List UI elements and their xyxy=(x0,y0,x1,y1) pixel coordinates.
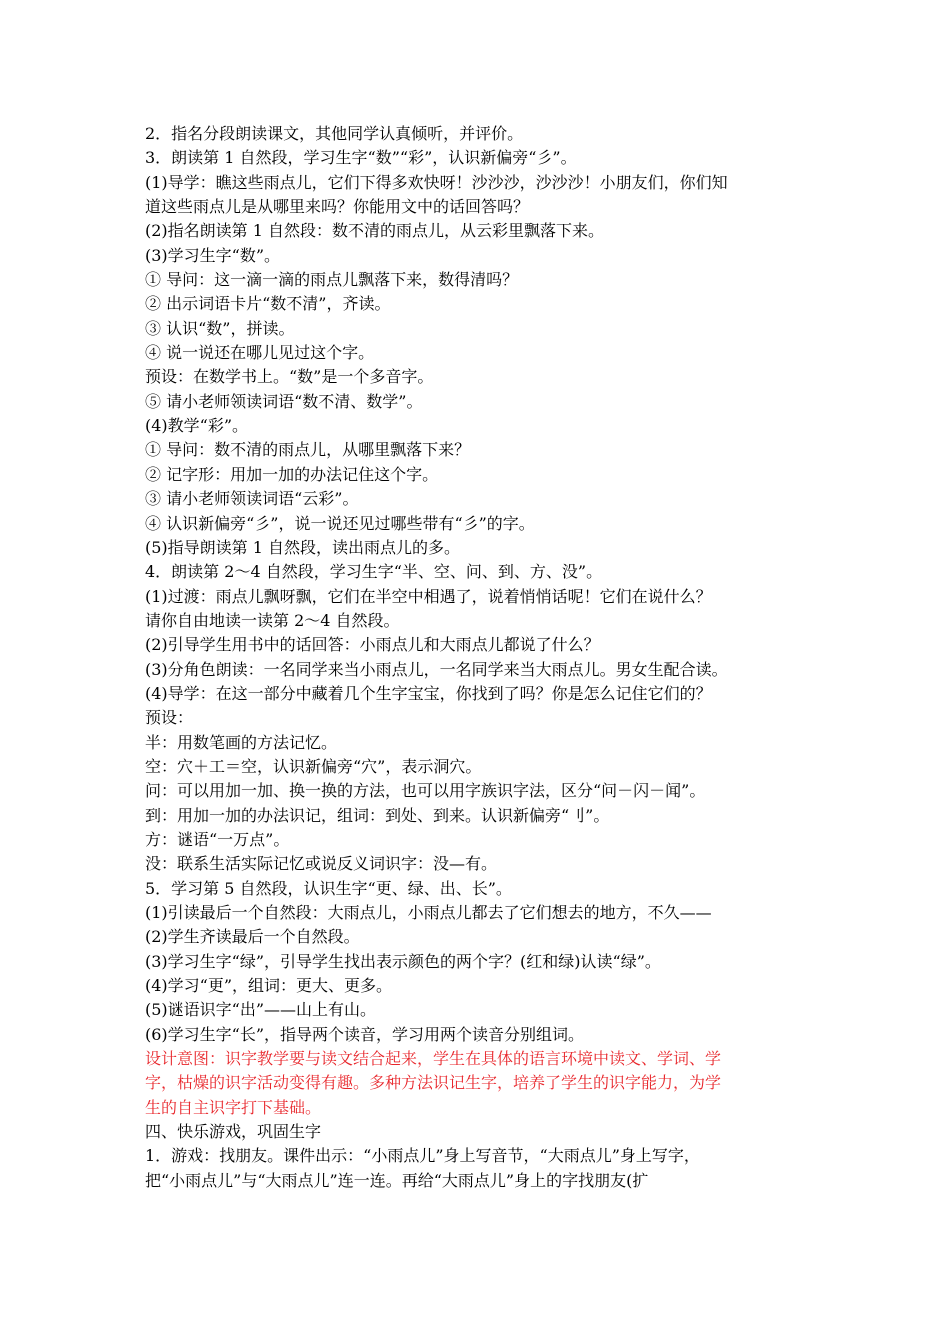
text-line: ① 导问：这一滴一滴的雨点儿飘落下来，数得清吗？ xyxy=(145,270,519,290)
text-line: ① 导问：数不清的雨点儿，从哪里飘落下来？ xyxy=(145,440,471,460)
text-line: (5)谜语识字“出”——山上有山。 xyxy=(145,1000,377,1020)
text-line: (1)引读最后一个自然段：大雨点儿，小雨点儿都去了它们想去的地方，不久—— xyxy=(145,903,712,922)
text-line: (2)引导学生用书中的话回答：小雨点儿和大雨点儿都说了什么？ xyxy=(145,635,600,655)
text-line: ③ 请小老师领读词语“云彩”。 xyxy=(145,489,359,509)
text-line: 5．学习第 5 自然段，认识生字“更、绿、出、长”。 xyxy=(145,878,512,898)
design-intent-line: 生的自主识字打下基础。 xyxy=(145,1097,322,1117)
text-line: 1．游戏：找朋友。课件出示：“小雨点儿”身上写音节，“大雨点儿”身上写字， xyxy=(145,1146,700,1166)
text-line: (6)学习生字“长”，指导两个读音，学习用两个读音分别组词。 xyxy=(145,1024,585,1044)
text-line: 道这些雨点儿是从哪里来吗？你能用文中的话回答吗？ xyxy=(145,197,530,217)
text-line: (2)指名朗读第 1 自然段：数不清的雨点儿，从云彩里飘落下来。 xyxy=(145,221,605,241)
text-line: (5)指导朗读第 1 自然段，读出雨点儿的多。 xyxy=(145,537,461,557)
text-line: (2)学生齐读最后一个自然段。 xyxy=(145,927,360,947)
text-line: 3．朗读第 1 自然段，学习生字“数”“彩”，认识新偏旁“彡”。 xyxy=(145,148,577,168)
text-line: ⑤ 请小老师领读词语“数不清、数学”。 xyxy=(145,391,423,411)
text-line: 没：联系生活实际记忆或说反义词识字：没—有。 xyxy=(145,854,498,874)
text-line: 方：谜语“一万点”。 xyxy=(145,829,290,849)
text-line: 半：用数笔画的方法记忆。 xyxy=(145,732,338,752)
text-line: 把“小雨点儿”与“大雨点儿”连一连。再给“大雨点儿”身上的字找朋友(扩 xyxy=(145,1170,649,1190)
text-line: (3)学习生字“绿”，引导学生找出表示颜色的两个字？(红和绿)认读“绿”。 xyxy=(145,951,661,971)
text-line: (4)导学：在这一部分中藏着几个生字宝宝，你找到了吗？你是怎么记住它们的？ xyxy=(145,683,712,703)
text-line: (4)学习“更”，组词：更大、更多。 xyxy=(145,976,393,996)
text-line: 四、快乐游戏，巩固生字 xyxy=(145,1122,322,1142)
text-line: 预设：在数学书上。“数”是一个多音字。 xyxy=(145,367,434,387)
text-line: 空：穴＋工＝空，认识新偏旁“穴”，表示洞穴。 xyxy=(145,756,482,776)
text-line: 4．朗读第 2～4 自然段，学习生字“半、空、问、到、方、没”。 xyxy=(145,562,603,582)
text-line: 2．指名分段朗读课文，其他同学认真倾听，并评价。 xyxy=(145,124,524,143)
text-line: 问：可以用加一加、换一换的方法，也可以用字族识字法，区分“问－闪－闻”。 xyxy=(145,781,706,801)
text-line: 请你自由地读一读第 2～4 自然段。 xyxy=(145,610,400,630)
text-line: ② 出示词语卡片“数不清”，齐读。 xyxy=(145,294,391,314)
document-page xyxy=(145,122,815,1193)
text-line: (1)过渡：雨点儿飘呀飘，它们在半空中相遇了，说着悄悄话呢！它们在说什么？ xyxy=(145,586,712,606)
text-line: 预设： xyxy=(145,708,194,728)
text-line: (4)教学“彩”。 xyxy=(145,416,249,436)
text-line: ④ 说一说还在哪儿见过这个字。 xyxy=(145,343,375,363)
design-intent-line: 字，枯燥的识字活动变得有趣。多种方法识记生字，培养了学生的识字能力，为学 xyxy=(145,1073,722,1093)
text-line: 到：用加一加的办法识记，组词：到处、到来。认识新偏旁“刂”。 xyxy=(145,805,610,825)
text-line: (3)分角色朗读：一名同学来当小雨点儿，一名同学来当大雨点儿。男女生配合读。 xyxy=(145,659,728,679)
text-line: ③ 认识“数”，拼读。 xyxy=(145,318,295,338)
design-intent-line: 设计意图：识字教学要与读文结合起来，学生在具体的语言环境中读文、学词、学 xyxy=(145,1049,722,1069)
text-line: ② 记字形：用加一加的办法记住这个字。 xyxy=(145,464,439,484)
text-line: (1)导学：瞧这些雨点儿，它们下得多欢快呀！沙沙沙，沙沙沙！小朋友们，你们知 xyxy=(145,172,728,192)
text-line: ④ 认识新偏旁“彡”，说一说还见过哪些带有“彡”的字。 xyxy=(145,513,535,533)
text-line: (3)学习生字“数”。 xyxy=(145,245,281,265)
